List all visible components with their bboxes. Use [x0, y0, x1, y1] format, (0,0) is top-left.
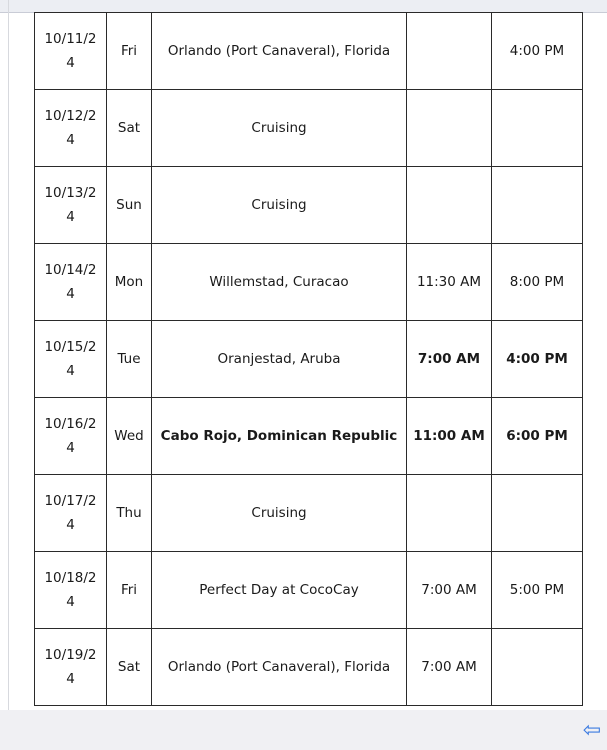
itinerary-row [35, 167, 583, 244]
depart-time-cell [492, 167, 583, 244]
itinerary-row [35, 552, 583, 629]
port-cell: Oranjestad, Aruba [152, 321, 407, 398]
itinerary-row [35, 629, 583, 706]
arrive-time-cell: 7:00 AM [407, 552, 492, 629]
date-cell: 10/13/24 [35, 167, 107, 244]
day-cell: Sat [107, 90, 152, 167]
day-cell: Wed [107, 398, 152, 475]
port-cell: Cruising [152, 475, 407, 552]
port-cell: Willemstad, Curacao [152, 244, 407, 321]
arrive-time-cell: 7:00 AM [407, 321, 492, 398]
day-cell: Sun [107, 167, 152, 244]
day-cell: Sat [107, 629, 152, 706]
date-cell: 10/11/24 [35, 13, 107, 90]
date-cell: 10/19/24 [35, 629, 107, 706]
arrive-time-cell [407, 475, 492, 552]
depart-time-cell [492, 475, 583, 552]
itinerary-row [35, 398, 583, 475]
itinerary-row [35, 244, 583, 321]
depart-time-cell: 4:00 PM [492, 13, 583, 90]
port-cell: Cabo Rojo, Dominican Republic [152, 398, 407, 475]
day-cell: Tue [107, 321, 152, 398]
itinerary-table-container [34, 12, 582, 706]
port-cell: Cruising [152, 167, 407, 244]
day-cell: Fri [107, 13, 152, 90]
itinerary-table [34, 12, 583, 706]
day-cell: Thu [107, 475, 152, 552]
date-cell: 10/16/24 [35, 398, 107, 475]
arrive-time-cell: 7:00 AM [407, 629, 492, 706]
date-cell: 10/17/24 [35, 475, 107, 552]
depart-time-cell [492, 90, 583, 167]
depart-time-cell: 5:00 PM [492, 552, 583, 629]
day-cell: Fri [107, 552, 152, 629]
arrive-time-cell [407, 167, 492, 244]
port-cell: Cruising [152, 90, 407, 167]
itinerary-row [35, 475, 583, 552]
itinerary-row [35, 90, 583, 167]
itinerary-row [35, 13, 583, 90]
port-cell: Orlando (Port Canaveral), Florida [152, 13, 407, 90]
depart-time-cell [492, 629, 583, 706]
date-cell: 10/14/24 [35, 244, 107, 321]
date-cell: 10/18/24 [35, 552, 107, 629]
itinerary-row [35, 321, 583, 398]
depart-time-cell: 8:00 PM [492, 244, 583, 321]
day-cell: Mon [107, 244, 152, 321]
depart-time-cell: 4:00 PM [492, 321, 583, 398]
port-cell: Orlando (Port Canaveral), Florida [152, 629, 407, 706]
share-arrow-icon[interactable]: ⇦ [582, 718, 602, 743]
itinerary-table-body [35, 13, 583, 706]
bottom-toolbar [0, 710, 607, 750]
arrive-time-cell [407, 90, 492, 167]
arrive-time-cell: 11:30 AM [407, 244, 492, 321]
port-cell: Perfect Day at CocoCay [152, 552, 407, 629]
date-cell: 10/15/24 [35, 321, 107, 398]
date-cell: 10/12/24 [35, 90, 107, 167]
depart-time-cell: 6:00 PM [492, 398, 583, 475]
arrive-time-cell [407, 13, 492, 90]
left-margin-rule [8, 0, 9, 710]
arrive-time-cell: 11:00 AM [407, 398, 492, 475]
